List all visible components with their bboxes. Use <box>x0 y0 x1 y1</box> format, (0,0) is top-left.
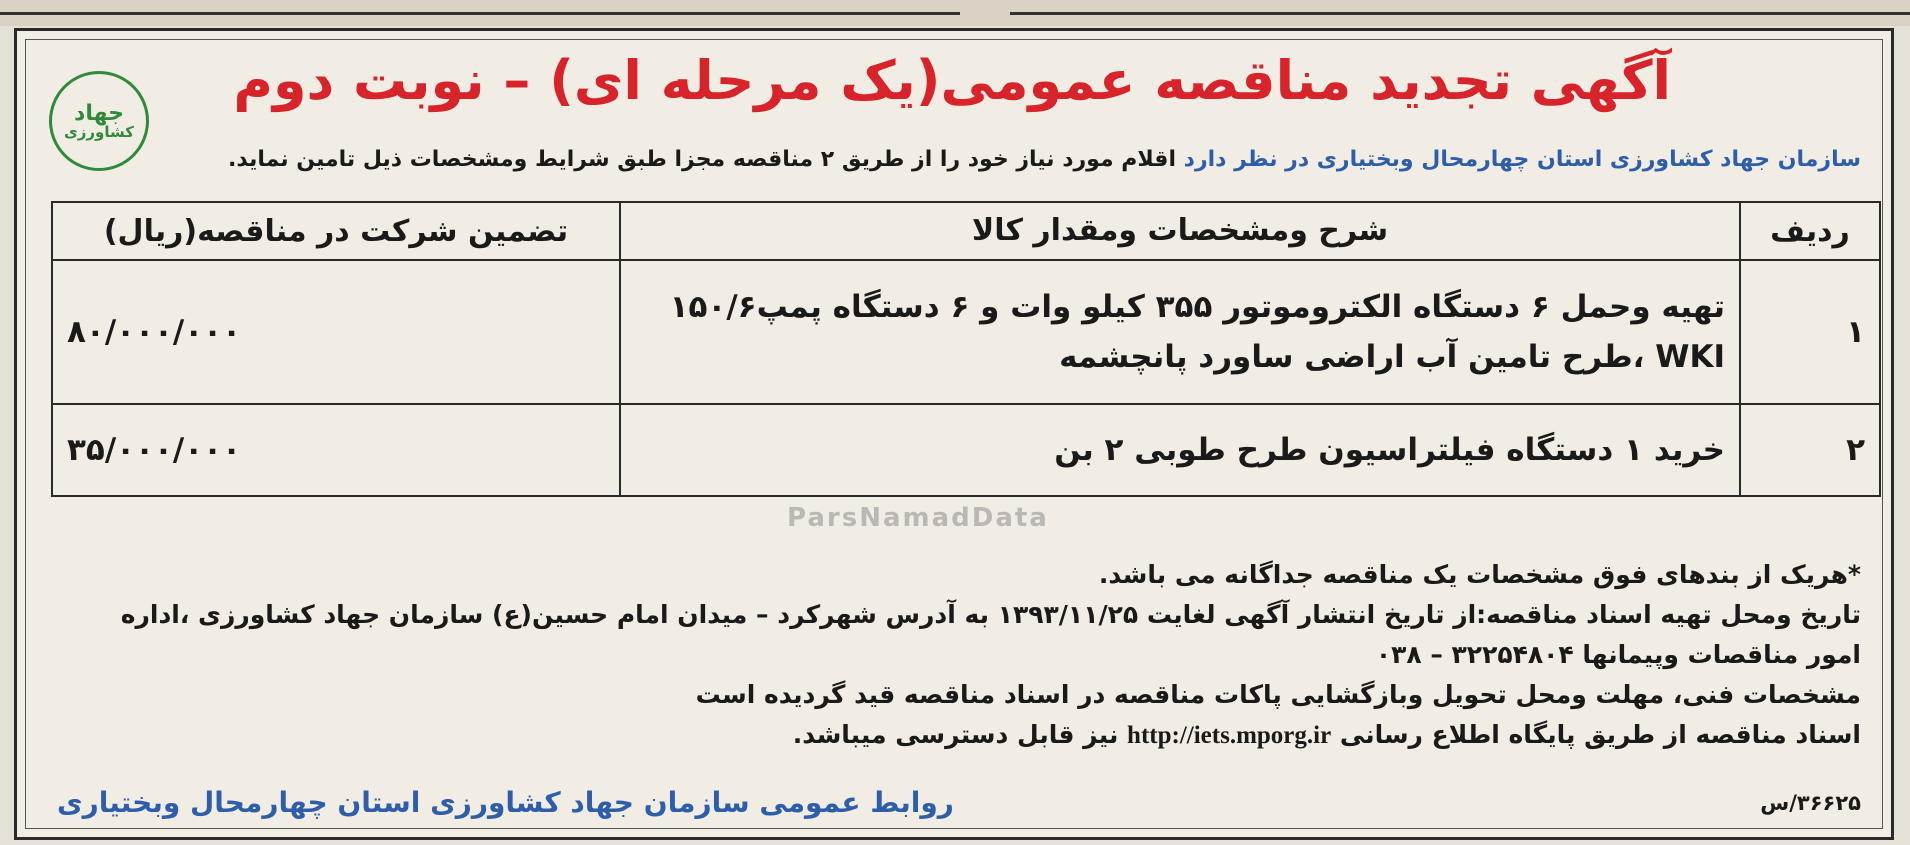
website-link[interactable]: http://iets.mporg.ir <box>1127 722 1332 749</box>
public-relations-signature: روابط عمومی سازمان جهاد کشاورزی استان چهارمحال وبختیاری <box>57 786 954 819</box>
row-number: ۲ <box>1740 404 1880 496</box>
ad-title: آگهی تجدید مناقصه عمومی(یک مرحله ای) – نوبت دوم <box>233 49 1671 112</box>
ad-code: ۳۶۶۲۵/س <box>1760 791 1861 815</box>
column-header-row-number: ردیف <box>1740 202 1880 260</box>
item-description: تهیه وحمل ۶ دستگاه الکتروموتور ۳۵۵ کیلو وات و ۶ دستگاه پمپ۱۵۰/۶ WKI ،طرح تامین آب اراضی ساورد پانچشمه <box>620 260 1740 404</box>
note-line: امور مناقصات وپیمانها ۳۲۲۵۴۸۰۴ – ۰۳۸ <box>1375 640 1861 669</box>
row-number: ۱ <box>1740 260 1880 404</box>
watermark: ParsNamadData <box>787 503 1049 533</box>
logo-text: کشاورزی <box>64 122 134 141</box>
table-row <box>52 404 1880 496</box>
divider <box>0 12 960 15</box>
organization-name: سازمان جهاد کشاورزی استان چهارمحال وبختیاری در نظر دارد <box>1183 147 1861 172</box>
table-header-row <box>52 202 1880 260</box>
note-text: نیز قابل دسترسی میباشد. <box>792 720 1119 749</box>
column-header-guarantee: تضمین شرکت در مناقصه(ریال) <box>52 202 620 260</box>
note-line: تاریخ ومحل تهیه اسناد مناقصه:از تاریخ انتشار آگهی لغایت ۱۳۹۳/۱۱/۲۵ به آدرس شهرکرد – میدان امام حسین(ع) سازمان جهاد کشاورزی ،اداره <box>120 600 1861 629</box>
divider <box>1010 12 1910 15</box>
items-table <box>51 201 1881 497</box>
agriculture-jihad-logo <box>49 71 149 171</box>
item-description: خرید ۱ دستگاه فیلتراسیون طرح طوبی ۲ بن <box>620 404 1740 496</box>
intro-rest: اقلام مورد نیاز خود را از طریق ۲ مناقصه مجزا طبق شرایط ومشخصات ذیل تامین نماید. <box>228 147 1176 172</box>
note-text: اسناد مناقصه از طریق پایگاه اطلاع رسانی <box>1339 720 1861 749</box>
tender-advertisement <box>14 28 1894 840</box>
note-line <box>57 715 1861 756</box>
column-header-description: شرح ومشخصات ومقدار کالا <box>620 202 1740 260</box>
notes <box>57 555 1861 756</box>
note-line: *هریک از بندهای فوق مشخصات یک مناقصه جداگانه می باشد. <box>1098 560 1861 589</box>
note-line: مشخصات فنی، مهلت ومحل تحویل وبازگشایی پاکات مناقصه در اسناد مناقصه قید گردیده است <box>695 680 1861 709</box>
logo-text: جهاد <box>74 100 124 126</box>
guarantee-amount: ۳۵/۰۰۰/۰۰۰ <box>52 404 620 496</box>
guarantee-amount: ۸۰/۰۰۰/۰۰۰ <box>52 260 620 404</box>
adjacent-clipping-strip <box>0 0 1910 26</box>
intro-text <box>177 147 1861 172</box>
table-row <box>52 260 1880 404</box>
